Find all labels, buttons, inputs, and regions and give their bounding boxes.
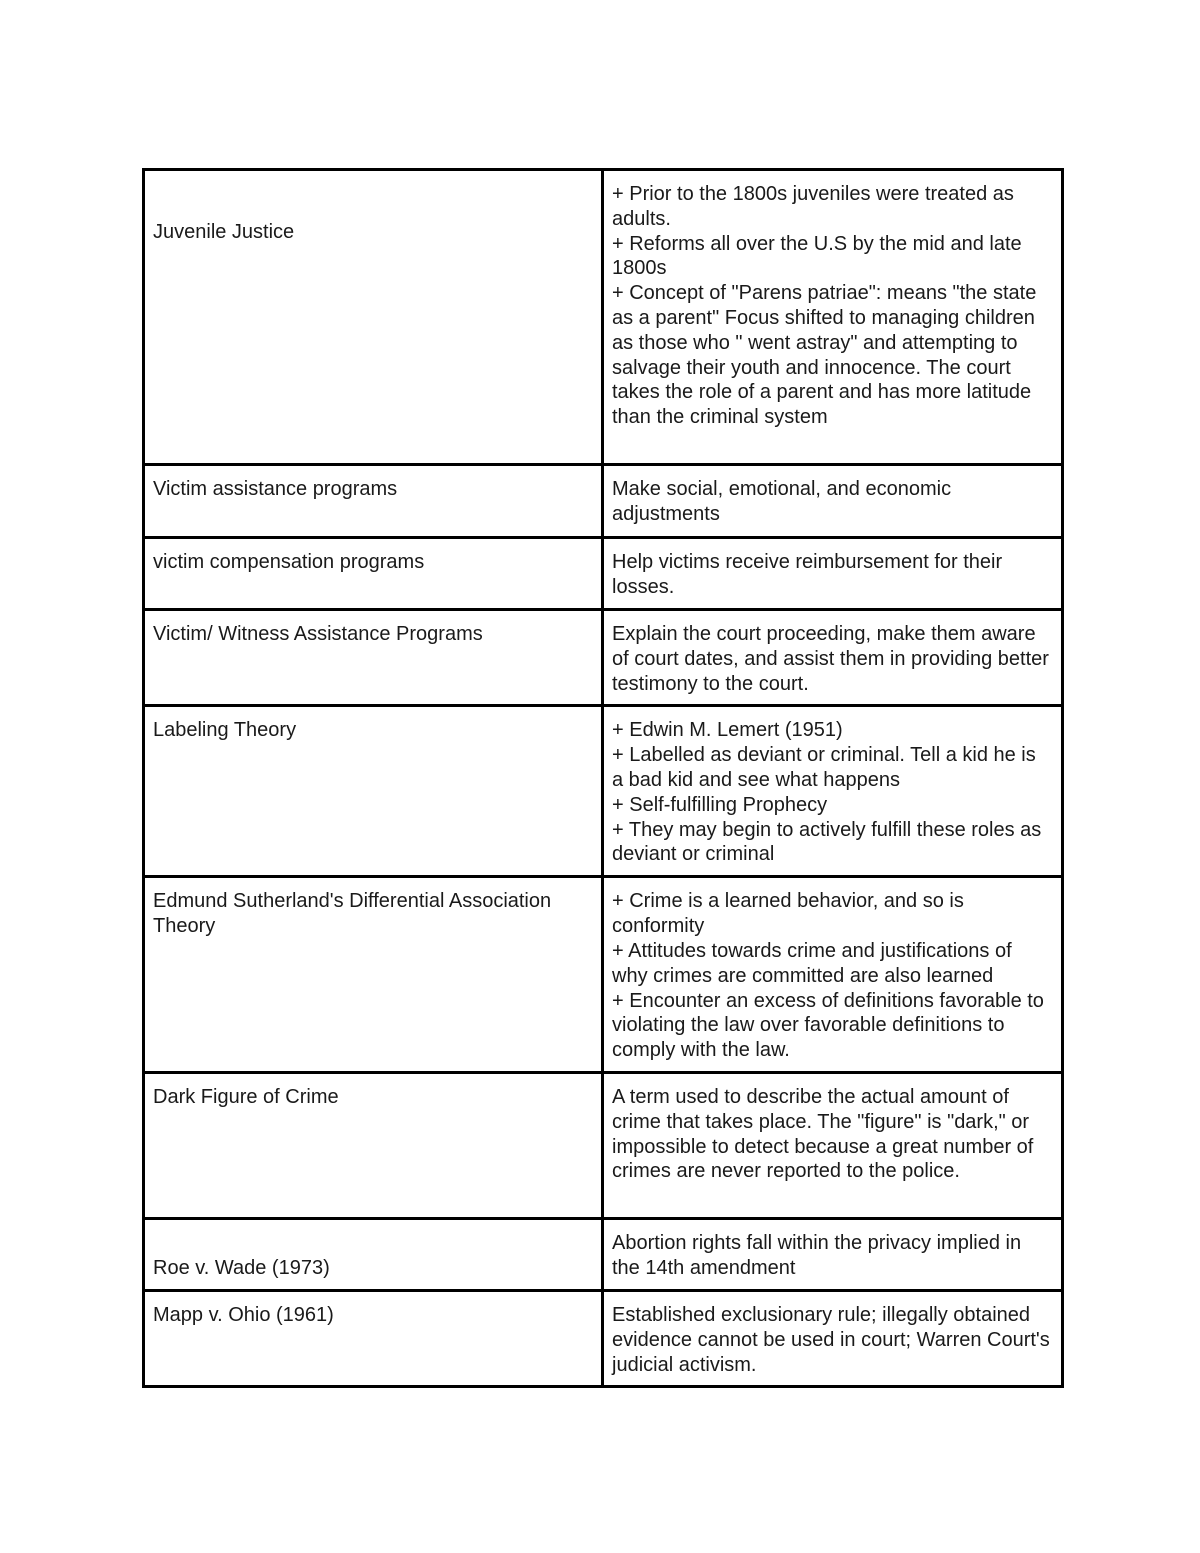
definition-line: Established exclusionary rule; illegally obtained evidence cannot be used in court; Warren Court's judicial activism.: [612, 1303, 1050, 1376]
terms-table: [142, 168, 1064, 1388]
definition-cell: [603, 610, 1063, 706]
table-row: [144, 465, 1063, 538]
definition-line: + Encounter an excess of definitions favorable to violating the law over favorable definitions to comply with the law.: [612, 989, 1044, 1062]
term-cell: Edmund Sutherland's Differential Association Theory: [144, 877, 603, 1073]
definition-cell: [603, 170, 1063, 465]
table-row: [144, 170, 1063, 465]
definition-cell: [603, 1218, 1063, 1290]
term-cell: Dark Figure of Crime: [144, 1072, 603, 1218]
definition-line: + Self-fulfilling Prophecy: [612, 793, 828, 816]
table-row: [144, 706, 1063, 877]
term-cell: Labeling Theory: [144, 706, 603, 877]
definition-line: + Attitudes towards crime and justifications of why crimes are committed are also learned: [612, 939, 1012, 987]
definition-cell: [603, 1072, 1063, 1218]
table-row: [144, 877, 1063, 1073]
definition-line: + They may begin to actively fulfill these roles as deviant or criminal: [612, 818, 1042, 866]
term-cell: Juvenile Justice: [144, 170, 603, 465]
term-cell: Mapp v. Ohio (1961): [144, 1290, 603, 1386]
term-cell: Victim/ Witness Assistance Programs: [144, 610, 603, 706]
definition-cell: [603, 465, 1063, 538]
table-row: [144, 1290, 1063, 1386]
definition-line: + Crime is a learned behavior, and so is conformity: [612, 890, 964, 938]
term-cell: Victim assistance programs: [144, 465, 603, 538]
definition-cell: [603, 877, 1063, 1073]
definition-cell: [603, 706, 1063, 877]
table-row: [144, 538, 1063, 610]
definition-cell: [603, 1290, 1063, 1386]
table-row: [144, 1218, 1063, 1290]
definition-line: + Reforms all over the U.S by the mid and late 1800s: [612, 232, 1022, 280]
term-cell: victim compensation programs: [144, 538, 603, 610]
definition-cell: [603, 538, 1063, 610]
table-row: [144, 610, 1063, 706]
definition-line: + Edwin M. Lemert (1951): [612, 719, 843, 742]
definition-line: A term used to describe the actual amount of crime that takes place. The "figure" is "dark," or impossible to detect because a great number of crimes are never reported to the police.: [612, 1085, 1034, 1183]
table-row: [144, 1072, 1063, 1218]
definition-line: + Concept of "Parens patriae": means "the state as a parent" Focus shifted to managing children as those who " went astray" and attempting to salvage their youth and innocence. The court takes the role of a parent and has more latitude than the criminal system: [612, 282, 1037, 429]
definition-line: Help victims receive reimbursement for their losses.: [612, 551, 1003, 598]
definition-line: Abortion rights fall within the privacy implied in the 14th amendment: [612, 1231, 1022, 1279]
definition-line: Explain the court proceeding, make them aware of court dates, and assist them in providing better testimony to the court.: [612, 623, 1049, 695]
definition-line: + Prior to the 1800s juveniles were treated as adults.: [612, 183, 1014, 230]
definition-line: + Labelled as deviant or criminal. Tell a kid he is a bad kid and see what happens: [612, 744, 1036, 791]
definition-line: Make social, emotional, and economic adjustments: [612, 478, 952, 525]
term-cell: Roe v. Wade (1973): [144, 1218, 603, 1290]
